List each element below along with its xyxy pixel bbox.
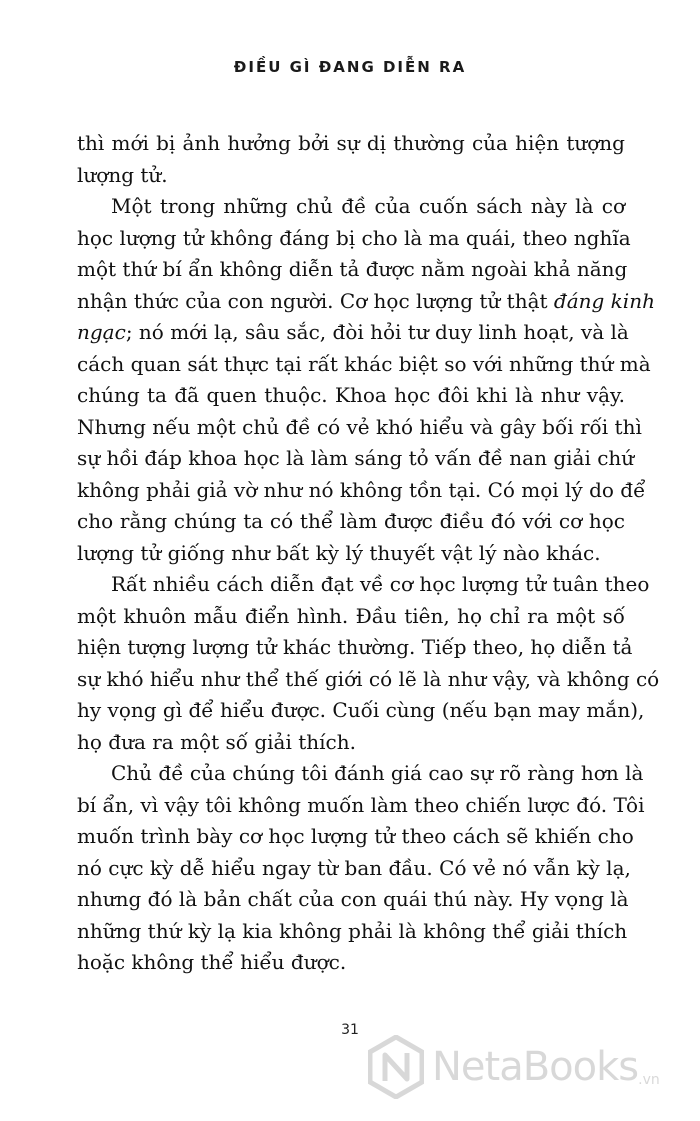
text-line: Nhưng nếu một chủ đề có vẻ khó hiểu và gây bối rối thì <box>77 414 642 439</box>
text-line: một khuôn mẫu điển hình. Đầu tiên, họ chỉ ra một số <box>77 603 625 628</box>
text-line: ngạc; nó mới lạ, sâu sắc, đòi hỏi tư duy linh hoạt, và là <box>77 320 629 344</box>
paragraph <box>77 128 625 191</box>
page-number: 31 <box>341 1022 359 1038</box>
text-line: không phải giả vờ như nó không tồn tại. Có mọi lý do để <box>77 477 646 502</box>
text-line: những thứ kỳ lạ kia không phải là không thể giải thích <box>77 918 628 943</box>
text-line: nhưng đó là bản chất của con quái thú này. Hy vọng là <box>77 887 629 911</box>
text-line: sự hồi đáp khoa học là làm sáng tỏ vấn đề nan giải chứ <box>77 446 635 470</box>
text-line: hoặc không thể hiểu được. <box>77 950 347 974</box>
text-line: hiện tượng lượng tử khác thường. Tiếp theo, họ diễn tả <box>77 635 633 659</box>
running-header: ĐIỀU GÌ ĐANG DIỄN RA <box>233 58 467 76</box>
text-line: nó cực kỳ dễ hiểu ngay từ ban đầu. Có vẻ nó vẫn kỳ lạ, <box>77 855 631 880</box>
text-line: hy vọng gì để hiểu được. Cuối cùng (nếu bạn may mắn), <box>77 698 645 722</box>
paragraph <box>77 758 645 979</box>
text-line: muốn trình bày cơ học lượng tử theo cách sẽ khiến cho <box>77 824 634 848</box>
text-line: một thứ bí ẩn không diễn tả được nằm ngoài khả năng <box>77 257 628 281</box>
paragraph <box>77 569 660 758</box>
text-line: sự khó hiểu như thể thế giới có lẽ là như vậy, và không có <box>77 666 660 691</box>
text-line: bí ẩn, vì vậy tôi không muốn làm theo chiến lược đó. Tôi <box>77 792 645 817</box>
text-line: họ đưa ra một số giải thích. <box>77 729 356 754</box>
text-line: Một trong những chủ đề của cuốn sách này là cơ <box>111 194 625 218</box>
text-line: thì mới bị ảnh hưởng bởi sự dị thường của hiện tượng <box>77 131 625 155</box>
text-line: nhận thức của con người. Cơ học lượng tử thật đáng kinh <box>77 288 655 313</box>
watermark <box>368 1022 698 1112</box>
netabooks-logo-icon <box>368 1035 424 1099</box>
text-line: chúng ta đã quen thuộc. Khoa học đôi khi là như vậy. <box>77 383 625 407</box>
text-line: lượng tử giống như bất kỳ lý thuyết vật lý nào khác. <box>77 540 601 565</box>
text-line: học lượng tử không đáng bị cho là ma quái, theo nghĩa <box>77 225 631 250</box>
watermark-suffix: .vn <box>638 1072 660 1088</box>
text-line: Rất nhiều cách diễn đạt về cơ học lượng tử tuân theo <box>111 572 650 596</box>
text-line: lượng tử. <box>77 162 168 187</box>
text-line: cho rằng chúng ta có thể làm được điều đó với cơ học <box>77 509 625 533</box>
page-body <box>77 128 660 979</box>
watermark-brand: NetaBooks <box>432 1044 639 1090</box>
paragraph <box>77 191 655 569</box>
text-line: cách quan sát thực tại rất khác biệt so với những thứ mà <box>77 351 651 376</box>
text-line: Chủ đề của chúng tôi đánh giá cao sự rõ ràng hơn là <box>111 761 644 785</box>
